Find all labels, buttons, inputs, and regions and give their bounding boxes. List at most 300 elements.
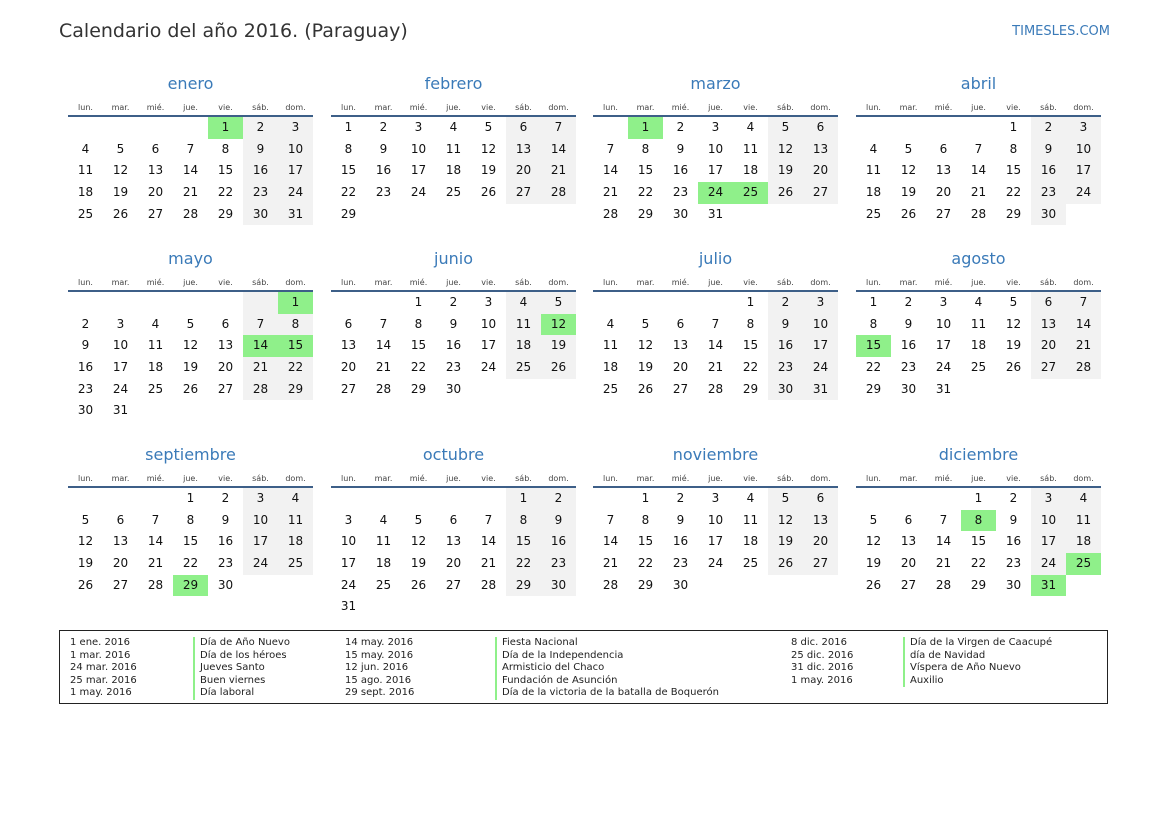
day-cell: 2 xyxy=(221,491,230,505)
day-cell: 27 xyxy=(217,381,234,396)
empty-day-cell xyxy=(593,117,628,139)
legend-holiday-name: Día laboral xyxy=(193,687,290,700)
weekday-label: sáb. xyxy=(252,278,269,287)
day-cell: 21 xyxy=(541,160,576,182)
day-cell: 17 xyxy=(278,160,313,182)
month-name: noviembre xyxy=(672,445,759,464)
day-cell: 26 xyxy=(77,577,94,592)
empty-day-cell xyxy=(208,400,243,422)
month-name: septiembre xyxy=(145,445,236,464)
day-cell: 22 xyxy=(637,556,654,571)
weekday-label: dom. xyxy=(548,278,569,287)
legend-name-column xyxy=(903,637,1052,687)
day-cell: 2 xyxy=(541,488,576,510)
page-title: Calendario del año 2016. (Paraguay) xyxy=(59,20,408,42)
day-cell: 30 xyxy=(672,577,689,592)
empty-day-cell xyxy=(401,204,436,226)
weekday-label: lun. xyxy=(341,103,356,112)
day-cell: 24 xyxy=(935,360,952,375)
day-cell: 21 xyxy=(707,360,724,375)
weekday-label: sáb. xyxy=(515,474,532,483)
empty-day-cell xyxy=(733,204,768,226)
day-cell: 23 xyxy=(1031,182,1066,204)
day-cell: 21 xyxy=(602,185,619,200)
empty-day-cell xyxy=(768,204,803,226)
empty-day-cell xyxy=(541,204,576,226)
day-cell: 7 xyxy=(606,512,615,527)
weekday-label: mié. xyxy=(934,474,953,483)
day-cell: 26 xyxy=(768,182,803,204)
day-cell: 25 xyxy=(602,381,619,396)
empty-day-cell xyxy=(138,117,173,139)
day-cell: 28 xyxy=(935,577,952,592)
empty-day-cell xyxy=(366,204,401,226)
day-cell: 13 xyxy=(803,139,838,161)
day-cell: 23 xyxy=(672,556,689,571)
weekday-label: mar. xyxy=(636,474,655,483)
weekday-label: dom. xyxy=(285,474,306,483)
day-cell: 5 xyxy=(1009,295,1018,309)
day-cell: 13 xyxy=(112,534,129,549)
empty-day-cell xyxy=(436,204,471,226)
empty-day-cell xyxy=(1031,379,1066,401)
empty-day-cell xyxy=(138,488,173,510)
month-julio xyxy=(593,248,838,422)
legend-date: 15 may. 2016 xyxy=(345,649,414,661)
weekday-label: mar. xyxy=(111,103,130,112)
day-cell: 15 xyxy=(340,163,357,178)
empty-day-cell xyxy=(803,575,838,597)
day-cell: 1 xyxy=(1009,120,1018,134)
day-cell: 7 xyxy=(711,316,720,331)
day-cell: 30 xyxy=(900,381,917,396)
weekday-label: mar. xyxy=(899,103,918,112)
month-enero xyxy=(68,73,313,247)
day-cell: 27 xyxy=(147,206,164,221)
day-cell: 9 xyxy=(1009,512,1018,527)
empty-day-cell xyxy=(593,292,628,314)
month-septiembre xyxy=(68,444,313,618)
day-cell: 12 xyxy=(541,314,576,336)
day-cell: 30 xyxy=(77,403,94,418)
day-cell: 16 xyxy=(375,163,392,178)
day-cell: 7 xyxy=(151,512,160,527)
day-cell: 9 xyxy=(221,512,230,527)
month-grid xyxy=(331,271,576,422)
day-cell: 10 xyxy=(112,338,129,353)
weekday-label: mar. xyxy=(636,278,655,287)
weekday-label: lun. xyxy=(78,474,93,483)
day-cell: 11 xyxy=(278,510,313,532)
day-cell: 15 xyxy=(637,163,654,178)
legend-holiday-name: Jueves Santo xyxy=(193,662,290,675)
day-cell: 12 xyxy=(637,338,654,353)
day-cell: 27 xyxy=(803,182,838,204)
day-cell: 8 xyxy=(869,316,878,331)
day-cell: 16 xyxy=(1031,160,1066,182)
empty-day-cell xyxy=(663,292,698,314)
day-cell: 18 xyxy=(742,163,759,178)
empty-day-cell xyxy=(243,292,278,314)
day-cell: 17 xyxy=(1066,160,1101,182)
empty-day-cell xyxy=(698,575,733,597)
legend-date: 1 may. 2016 xyxy=(791,674,853,686)
day-cell: 2 xyxy=(243,117,278,139)
day-cell: 16 xyxy=(217,534,234,549)
weekday-label: vie. xyxy=(218,103,233,112)
weekday-label: sáb. xyxy=(252,103,269,112)
day-cell: 27 xyxy=(340,381,357,396)
day-cell: 2 xyxy=(379,120,388,134)
day-cell: 21 xyxy=(182,185,199,200)
legend-name-column xyxy=(193,637,290,700)
day-cell: 12 xyxy=(410,534,427,549)
empty-day-cell xyxy=(926,117,961,139)
day-cell: 16 xyxy=(445,338,462,353)
day-cell: 20 xyxy=(340,360,357,375)
empty-day-cell xyxy=(331,488,366,510)
legend-date: 25 mar. 2016 xyxy=(70,674,137,686)
day-cell: 16 xyxy=(900,338,917,353)
empty-day-cell xyxy=(593,488,628,510)
day-cell: 25 xyxy=(77,206,94,221)
month-grid xyxy=(68,271,313,422)
legend-date-column xyxy=(70,637,137,700)
day-cell: 4 xyxy=(151,316,160,331)
day-cell: 15 xyxy=(182,534,199,549)
month-name: abril xyxy=(960,74,997,93)
day-cell: 8 xyxy=(641,512,650,527)
day-cell: 13 xyxy=(506,139,541,161)
day-cell: 17 xyxy=(243,531,278,553)
day-cell: 4 xyxy=(81,141,90,156)
month-marzo xyxy=(593,73,838,247)
day-cell: 22 xyxy=(278,357,313,379)
day-cell: 3 xyxy=(243,488,278,510)
day-cell: 21 xyxy=(1066,335,1101,357)
day-cell: 13 xyxy=(340,338,357,353)
legend-holiday-name: Día de la Independencia xyxy=(495,650,719,663)
empty-day-cell xyxy=(733,575,768,597)
day-cell: 7 xyxy=(186,141,195,156)
day-cell: 7 xyxy=(484,512,493,527)
day-cell: 24 xyxy=(480,360,497,375)
empty-day-cell xyxy=(401,596,436,618)
day-cell: 6 xyxy=(939,141,948,156)
legend-holiday-name: Día de los héroes xyxy=(193,650,290,663)
empty-day-cell xyxy=(436,488,471,510)
weekday-label: mié. xyxy=(671,278,690,287)
legend-date: 29 sept. 2016 xyxy=(345,687,415,698)
weekday-label: jue. xyxy=(708,278,723,287)
weekday-label: lun. xyxy=(603,103,618,112)
day-cell: 25 xyxy=(375,577,392,592)
day-cell: 24 xyxy=(707,556,724,571)
day-cell: 3 xyxy=(1066,117,1101,139)
month-mayo xyxy=(68,248,313,422)
day-cell: 8 xyxy=(506,510,541,532)
day-cell: 18 xyxy=(445,163,462,178)
weekday-label: dom. xyxy=(548,103,569,112)
empty-day-cell xyxy=(173,117,208,139)
day-cell: 22 xyxy=(742,360,759,375)
month-name: octubre xyxy=(422,445,485,464)
day-cell: 10 xyxy=(340,534,357,549)
day-cell: 4 xyxy=(869,141,878,156)
day-cell: 5 xyxy=(186,316,195,331)
legend-date: 24 mar. 2016 xyxy=(70,662,137,673)
day-cell: 17 xyxy=(410,163,427,178)
day-cell: 16 xyxy=(768,335,803,357)
day-cell: 31 xyxy=(935,381,952,396)
empty-day-cell xyxy=(331,292,366,314)
day-cell: 20 xyxy=(112,556,129,571)
day-cell: 28 xyxy=(541,182,576,204)
day-cell: 3 xyxy=(1031,488,1066,510)
legend-date: 12 jun. 2016 xyxy=(345,662,409,673)
weekday-label: sáb. xyxy=(515,103,532,112)
legend-holiday-name: día de Navidad xyxy=(903,650,1052,663)
empty-day-cell xyxy=(436,596,471,618)
weekday-label: sáb. xyxy=(1040,278,1057,287)
month-grid xyxy=(331,467,576,618)
day-cell: 2 xyxy=(676,491,685,505)
weekday-label: mar. xyxy=(374,474,393,483)
day-cell: 23 xyxy=(900,360,917,375)
day-cell: 10 xyxy=(1066,139,1101,161)
day-cell: 9 xyxy=(541,510,576,532)
day-cell: 1 xyxy=(628,117,663,139)
weekday-label: sáb. xyxy=(252,474,269,483)
weekday-label: dom. xyxy=(1073,474,1094,483)
day-cell: 30 xyxy=(445,381,462,396)
empty-day-cell xyxy=(103,117,138,139)
day-cell: 5 xyxy=(541,292,576,314)
weekday-label: vie. xyxy=(743,278,758,287)
day-cell: 7 xyxy=(379,316,388,331)
day-cell: 29 xyxy=(637,206,654,221)
legend-date-column xyxy=(345,637,414,700)
day-cell: 23 xyxy=(375,185,392,200)
day-cell: 7 xyxy=(939,512,948,527)
month-name: enero xyxy=(167,74,214,93)
weekday-label: mié. xyxy=(409,278,428,287)
weekday-label: mié. xyxy=(671,474,690,483)
day-cell: 17 xyxy=(803,335,838,357)
day-cell: 12 xyxy=(112,163,129,178)
day-cell: 16 xyxy=(672,163,689,178)
day-cell: 21 xyxy=(935,556,952,571)
day-cell: 11 xyxy=(602,338,619,353)
day-cell: 26 xyxy=(112,206,129,221)
day-cell: 7 xyxy=(541,117,576,139)
day-cell: 17 xyxy=(112,360,129,375)
day-cell: 6 xyxy=(803,117,838,139)
weekday-label: mar. xyxy=(899,474,918,483)
weekday-label: lun. xyxy=(78,103,93,112)
month-grid xyxy=(856,467,1101,618)
month-grid xyxy=(331,96,576,247)
weekday-label: lun. xyxy=(78,278,93,287)
day-cell: 14 xyxy=(480,534,497,549)
day-cell: 13 xyxy=(672,338,689,353)
day-cell: 20 xyxy=(1031,335,1066,357)
weekday-label: lun. xyxy=(866,278,881,287)
day-cell: 29 xyxy=(410,381,427,396)
empty-day-cell xyxy=(471,488,506,510)
holiday-legend xyxy=(59,630,1108,704)
day-cell: 26 xyxy=(900,206,917,221)
day-cell: 12 xyxy=(768,139,803,161)
day-cell: 24 xyxy=(278,182,313,204)
day-cell: 1 xyxy=(746,295,755,309)
day-cell: 31 xyxy=(340,599,357,614)
month-grid xyxy=(593,271,838,422)
weekday-label: jue. xyxy=(446,474,461,483)
day-cell: 25 xyxy=(445,185,462,200)
day-cell: 28 xyxy=(707,381,724,396)
day-cell: 28 xyxy=(602,577,619,592)
day-cell: 2 xyxy=(676,120,685,134)
day-cell: 14 xyxy=(182,163,199,178)
day-cell: 2 xyxy=(768,292,803,314)
weekday-label: jue. xyxy=(971,103,986,112)
day-cell: 25 xyxy=(147,381,164,396)
day-cell: 9 xyxy=(676,512,685,527)
day-cell: 10 xyxy=(707,141,724,156)
empty-day-cell xyxy=(996,379,1031,401)
day-cell: 23 xyxy=(672,185,689,200)
day-cell: 6 xyxy=(1031,292,1066,314)
weekday-label: vie. xyxy=(481,474,496,483)
empty-day-cell xyxy=(506,204,541,226)
month-grid xyxy=(68,467,313,618)
weekday-label: jue. xyxy=(708,103,723,112)
empty-day-cell xyxy=(68,292,103,314)
day-cell: 19 xyxy=(77,556,94,571)
day-cell: 5 xyxy=(81,512,90,527)
day-cell: 10 xyxy=(1031,510,1066,532)
day-cell: 20 xyxy=(445,556,462,571)
legend-holiday-name: Fundación de Asunción xyxy=(495,675,719,688)
day-cell: 28 xyxy=(375,381,392,396)
day-cell: 11 xyxy=(742,512,759,527)
weekday-label: dom. xyxy=(1073,103,1094,112)
day-cell: 7 xyxy=(243,314,278,336)
day-cell: 29 xyxy=(340,206,357,221)
day-cell: 11 xyxy=(77,163,94,178)
day-cell: 17 xyxy=(707,534,724,549)
day-cell: 16 xyxy=(243,160,278,182)
weekday-label: jue. xyxy=(446,103,461,112)
month-diciembre xyxy=(856,444,1101,618)
empty-day-cell xyxy=(628,292,663,314)
day-cell: 1 xyxy=(506,488,541,510)
weekday-label: jue. xyxy=(971,278,986,287)
day-cell: 17 xyxy=(480,338,497,353)
weekday-label: sáb. xyxy=(777,278,794,287)
day-cell: 27 xyxy=(900,577,917,592)
month-junio xyxy=(331,248,576,422)
weekday-label: vie. xyxy=(218,474,233,483)
day-cell: 6 xyxy=(221,316,230,331)
empty-day-cell xyxy=(541,379,576,401)
day-cell: 6 xyxy=(449,512,458,527)
day-cell: 26 xyxy=(182,381,199,396)
day-cell: 3 xyxy=(803,292,838,314)
day-cell: 10 xyxy=(243,510,278,532)
day-cell: 25 xyxy=(970,360,987,375)
day-cell: 18 xyxy=(742,534,759,549)
day-cell: 4 xyxy=(379,512,388,527)
empty-day-cell xyxy=(243,400,278,422)
weekday-label: mar. xyxy=(636,103,655,112)
day-cell: 3 xyxy=(939,295,948,309)
legend-holiday-name: Día de la Virgen de Caacupé xyxy=(903,637,1052,650)
day-cell: 22 xyxy=(340,185,357,200)
month-name: mayo xyxy=(168,249,213,268)
day-cell: 25 xyxy=(1066,553,1101,575)
brand-link[interactable]: TIMESLES.COM xyxy=(1012,24,1110,39)
empty-day-cell xyxy=(1066,575,1101,597)
legend-date: 1 ene. 2016 xyxy=(70,637,130,648)
day-cell: 6 xyxy=(803,488,838,510)
day-cell: 11 xyxy=(375,534,392,549)
day-cell: 11 xyxy=(742,141,759,156)
day-cell: 5 xyxy=(768,488,803,510)
day-cell: 9 xyxy=(243,139,278,161)
day-cell: 10 xyxy=(707,512,724,527)
day-cell: 12 xyxy=(480,141,497,156)
day-cell: 12 xyxy=(182,338,199,353)
day-cell: 1 xyxy=(208,117,243,139)
day-cell: 26 xyxy=(1005,360,1022,375)
day-cell: 28 xyxy=(1066,357,1101,379)
day-cell: 9 xyxy=(449,316,458,331)
day-cell: 18 xyxy=(278,531,313,553)
legend-holiday-name: Día de la victoria de la batalla de Boquerón xyxy=(495,687,719,700)
day-cell: 13 xyxy=(1031,314,1066,336)
day-cell: 24 xyxy=(410,185,427,200)
weekday-label: sáb. xyxy=(1040,103,1057,112)
day-cell: 12 xyxy=(900,163,917,178)
day-cell: 18 xyxy=(970,338,987,353)
empty-day-cell xyxy=(891,488,926,510)
day-cell: 10 xyxy=(935,316,952,331)
day-cell: 15 xyxy=(217,163,234,178)
day-cell: 22 xyxy=(1005,185,1022,200)
legend-holiday-name: Fiesta Nacional xyxy=(495,637,719,650)
day-cell: 4 xyxy=(449,120,458,134)
day-cell: 8 xyxy=(746,316,755,331)
month-agosto xyxy=(856,248,1101,422)
weekday-label: mié. xyxy=(409,474,428,483)
day-cell: 19 xyxy=(1005,338,1022,353)
day-cell: 14 xyxy=(243,335,278,357)
day-cell: 2 xyxy=(81,316,90,331)
day-cell: 18 xyxy=(375,556,392,571)
day-cell: 1 xyxy=(869,295,878,309)
day-cell: 14 xyxy=(1066,314,1101,336)
empty-day-cell xyxy=(68,488,103,510)
day-cell: 23 xyxy=(768,357,803,379)
month-grid xyxy=(68,96,313,247)
month-name: julio xyxy=(698,249,733,268)
day-cell: 28 xyxy=(147,577,164,592)
day-cell: 28 xyxy=(602,206,619,221)
month-grid xyxy=(856,96,1101,247)
day-cell: 18 xyxy=(602,360,619,375)
